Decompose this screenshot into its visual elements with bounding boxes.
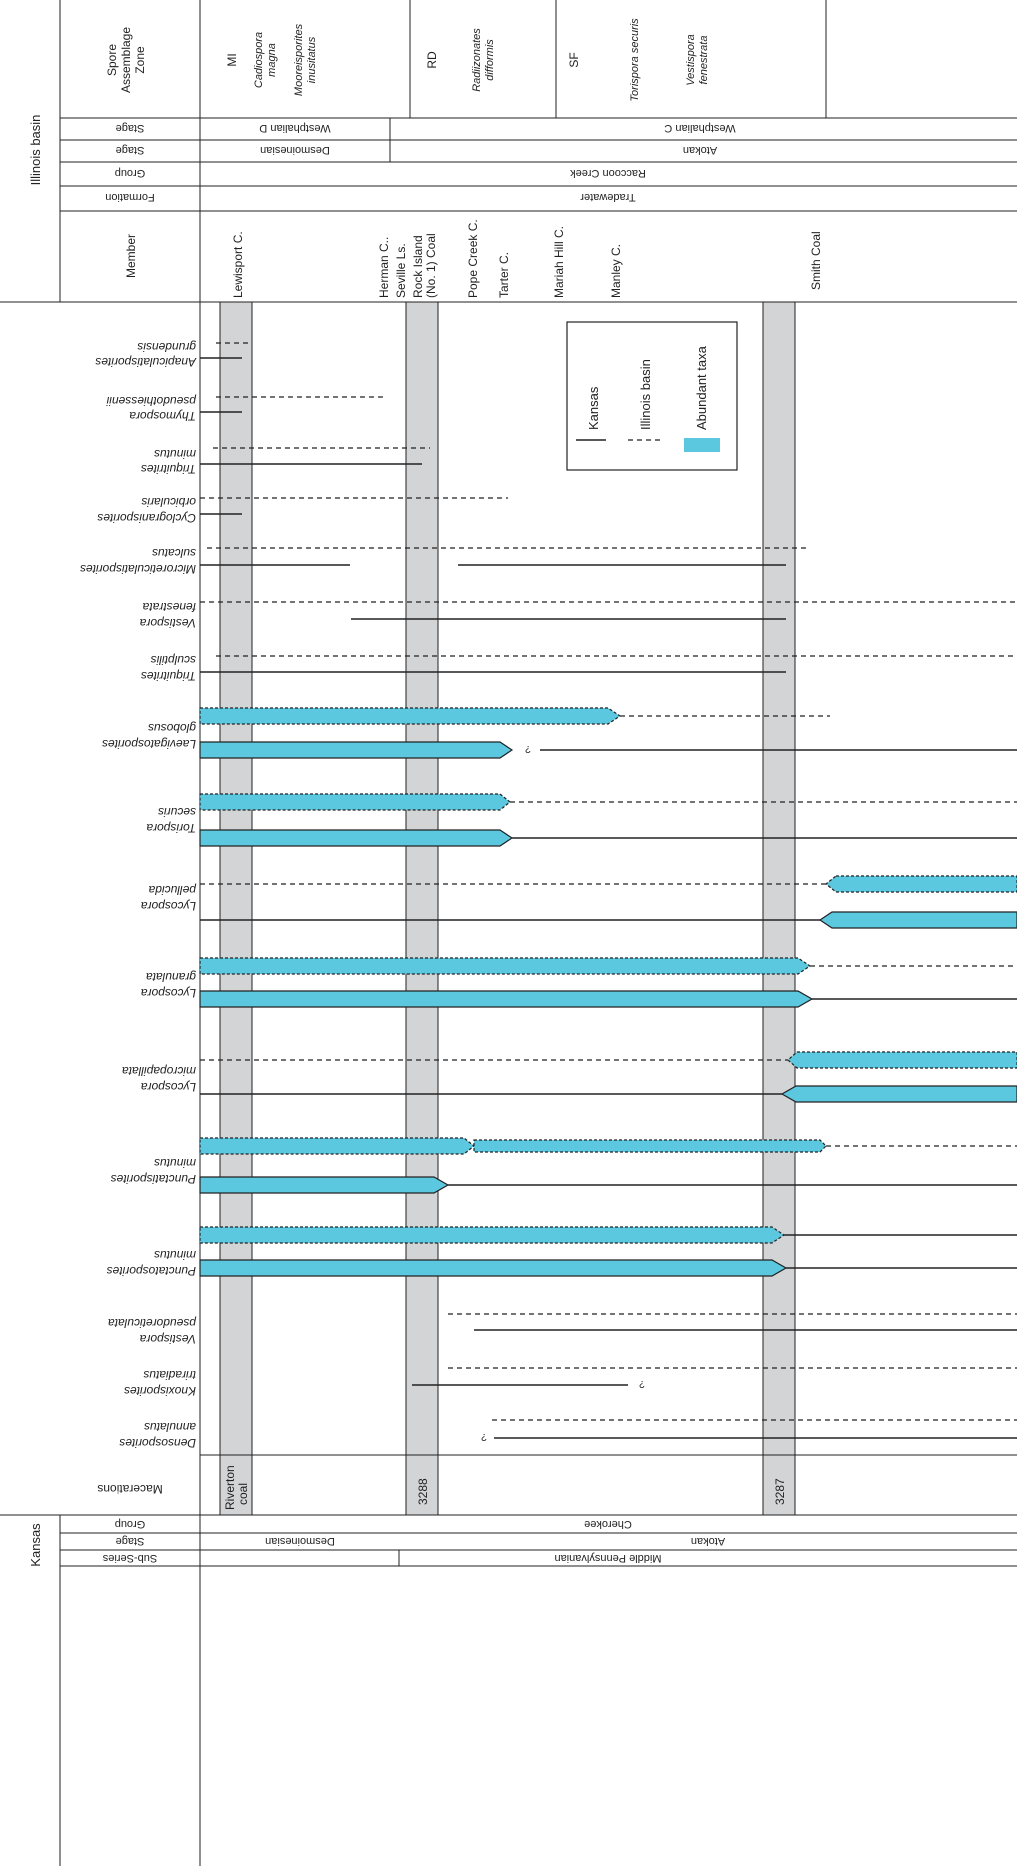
zone-taxon: magna [266, 43, 278, 77]
taxon-species: minutus [153, 447, 196, 461]
member-manley: Manley C. [609, 243, 623, 298]
taxon-genus: Microreticulatisporites [79, 562, 196, 576]
taxon-label [80, 546, 196, 576]
taxon-genus: Lycospora [140, 899, 196, 913]
taxon-genus: Punctatisporites [110, 1172, 196, 1186]
taxon-species: sculptilis [150, 653, 196, 667]
taxon-genus: Vestispora [139, 616, 196, 630]
taxon-label [141, 883, 197, 913]
member-tarter: Tarter C. [497, 251, 511, 298]
taxon-species: orbicularis [141, 495, 196, 509]
abundant-kansas-lycospora-pellucida [820, 912, 1017, 928]
kansas-group-header: Group [114, 1518, 146, 1530]
abundant-kansas-punctatisporites [200, 1177, 448, 1193]
taxon-species: grundensis [137, 340, 196, 354]
taxon-label [97, 495, 196, 525]
member-rock-island-2: (No. 1) Coal [424, 233, 438, 298]
abundant-illinois-punctatisporites [200, 1138, 474, 1154]
zone-taxon: Vestispora [685, 34, 697, 86]
macerations-header: Macerations [97, 1482, 163, 1496]
legend-abundant-swatch [684, 438, 720, 452]
taxon-label [108, 1316, 197, 1346]
abundant-illinois-lycospora-granulata [200, 958, 810, 974]
zone-code-rd: RD [425, 51, 439, 69]
zone-taxon: Cadiospora [253, 31, 265, 89]
zone-taxon: difformis [484, 39, 496, 81]
taxon-species: micropapillata [121, 1064, 196, 1078]
maceration-riverton-2: coal [236, 1482, 250, 1505]
taxon-species: pseudothiessenii [106, 394, 196, 408]
taxon-genus: Triquitrites [140, 462, 196, 476]
taxon-genus: Densosporites [119, 1436, 196, 1450]
kansas-group-cherokee: Cherokee [584, 1518, 632, 1530]
abundant-illinois-punctatisporites-b [474, 1140, 826, 1152]
taxon-label [141, 653, 196, 683]
abundant-kansas-laevigatosporites [200, 742, 512, 758]
taxon-species: minutus [153, 1156, 196, 1170]
taxon-genus: Vestispora [139, 1332, 196, 1346]
kansas-stage-atokan: Atokan [690, 1535, 726, 1547]
taxon-genus: Knoxisporites [123, 1384, 196, 1398]
taxon-species: pseudoreticulata [107, 1316, 196, 1330]
coal-band-smith [763, 302, 795, 1515]
zone-taxon: fenestrata [698, 35, 710, 85]
stage-westphalian-d: Westphalian D [259, 122, 331, 134]
coal-band-rock-island [406, 302, 438, 1515]
zone-taxon: Radiizonates [471, 28, 483, 92]
legend [567, 322, 737, 470]
zone-taxon: Mooreisporites [293, 23, 305, 97]
taxon-genus: Cyclogranisporites [97, 511, 196, 525]
maceration-3288: 3288 [416, 1478, 430, 1505]
zone-code-sf: SF [567, 52, 581, 68]
taxon-label [102, 721, 196, 751]
formation-header: Formation [105, 191, 155, 203]
taxon-label [111, 1156, 196, 1186]
taxon-species: pellucida [148, 883, 196, 897]
abundant-kansas-punctatosporites [200, 1260, 786, 1276]
legend-illinois-label: Illinois basin [638, 359, 653, 430]
taxon-genus: Laevigatosporites [101, 737, 196, 751]
taxon-species: minutus [153, 1248, 196, 1262]
taxon-genus: Torispora [146, 821, 196, 835]
group-raccoon-creek: Raccoon Creek [570, 167, 646, 179]
taxon-label [95, 340, 197, 369]
kansas-series-middle-pennsylvanian: Middle Pennsylvanian [554, 1552, 662, 1564]
taxon-label [139, 600, 196, 630]
taxon-genus: Lycospora [140, 1080, 196, 1094]
formation-tradewater: Tradewater [580, 191, 636, 203]
member-smith: Smith Coal [809, 231, 823, 290]
taxon-genus: Thymospora [129, 409, 196, 423]
taxon-species: fenestrata [142, 600, 196, 614]
taxon-species: annulatus [143, 1420, 196, 1434]
abundant-illinois-punctatosporites [200, 1227, 784, 1243]
member-mariah-hill: Mariah Hill C. [552, 225, 566, 298]
member-rock-island: Rock Island [411, 235, 425, 298]
taxon-genus: Anapiculatisporites [95, 355, 196, 369]
member-seville: Seville Ls. [394, 243, 408, 298]
taxon-species: granulata [145, 970, 196, 984]
taxon-species: triradiatus [143, 1368, 196, 1382]
taxon-genus: Punctatosporites [106, 1264, 196, 1278]
abundant-illinois-lycospora-micropapillata [788, 1052, 1017, 1068]
abundant-kansas-lycospora-micropapillata [782, 1086, 1017, 1102]
taxon-genus: Triquitrites [140, 669, 196, 683]
zone-code-mi: MI [225, 53, 239, 67]
member-header: Member [124, 233, 138, 279]
member-lewisport: Lewisport C. [231, 231, 245, 298]
abundant-kansas-torispora [200, 830, 512, 846]
zone-header-label [105, 27, 147, 93]
zone-header-line: Assemblage [119, 26, 133, 94]
stage2-header: Stage [115, 144, 145, 156]
taxon-label [119, 1420, 196, 1450]
abundant-kansas-lycospora-granulata [200, 991, 812, 1007]
uncertain-mark: ? [639, 1378, 645, 1389]
stage-desmoinesian: Desmoinesian [260, 144, 330, 156]
zone-taxon: Torispora securis [629, 18, 641, 102]
taxon-label [107, 1248, 196, 1278]
uncertain-mark: ? [481, 1431, 487, 1442]
taxon-label [146, 805, 196, 835]
maceration-3287: 3287 [773, 1478, 787, 1505]
stage-atokan: Atokan [682, 144, 718, 156]
maceration-riverton: Riverton [223, 1465, 237, 1510]
legend-kansas-label: Kansas [586, 386, 601, 430]
taxon-species: globosus [147, 721, 196, 735]
kansas-stage-header: Stage [115, 1535, 145, 1547]
uncertain-mark: ? [525, 743, 531, 754]
member-herman: Herman C.. [377, 236, 391, 298]
stage-westphalian-c: Westphalian C [664, 122, 736, 134]
abundant-illinois-laevigatosporites [200, 708, 620, 724]
taxon-species: securis [157, 805, 196, 819]
taxon-label [106, 394, 197, 423]
zone-header-line: Zone [133, 46, 147, 74]
taxon-label [124, 1368, 196, 1398]
taxon-species: sulcatus [151, 546, 196, 560]
kansas-series-header: Sub-Series [102, 1552, 158, 1564]
illinois-basin-label: Illinois basin [28, 114, 43, 186]
group-header: Group [114, 167, 146, 179]
taxon-genus: Lycospora [140, 986, 196, 1000]
abundant-illinois-torispora [200, 794, 510, 810]
coal-band-lewisport [220, 302, 252, 1515]
abundant-illinois-lycospora-pellucida [826, 876, 1017, 892]
legend-abundant-label: Abundant taxa [694, 346, 709, 430]
kansas-stage-desmoinesian: Desmoinesian [265, 1535, 335, 1547]
stage-header: Stage [115, 122, 145, 134]
kansas-label: Kansas [28, 1523, 43, 1567]
taxon-label [141, 970, 196, 1000]
taxon-label [141, 447, 196, 476]
zone-taxon: inusitatus [306, 36, 318, 84]
taxon-label [122, 1064, 196, 1094]
zone-header-line: Spore [105, 43, 119, 77]
member-pope-creek: Pope Creek C. [466, 219, 480, 298]
